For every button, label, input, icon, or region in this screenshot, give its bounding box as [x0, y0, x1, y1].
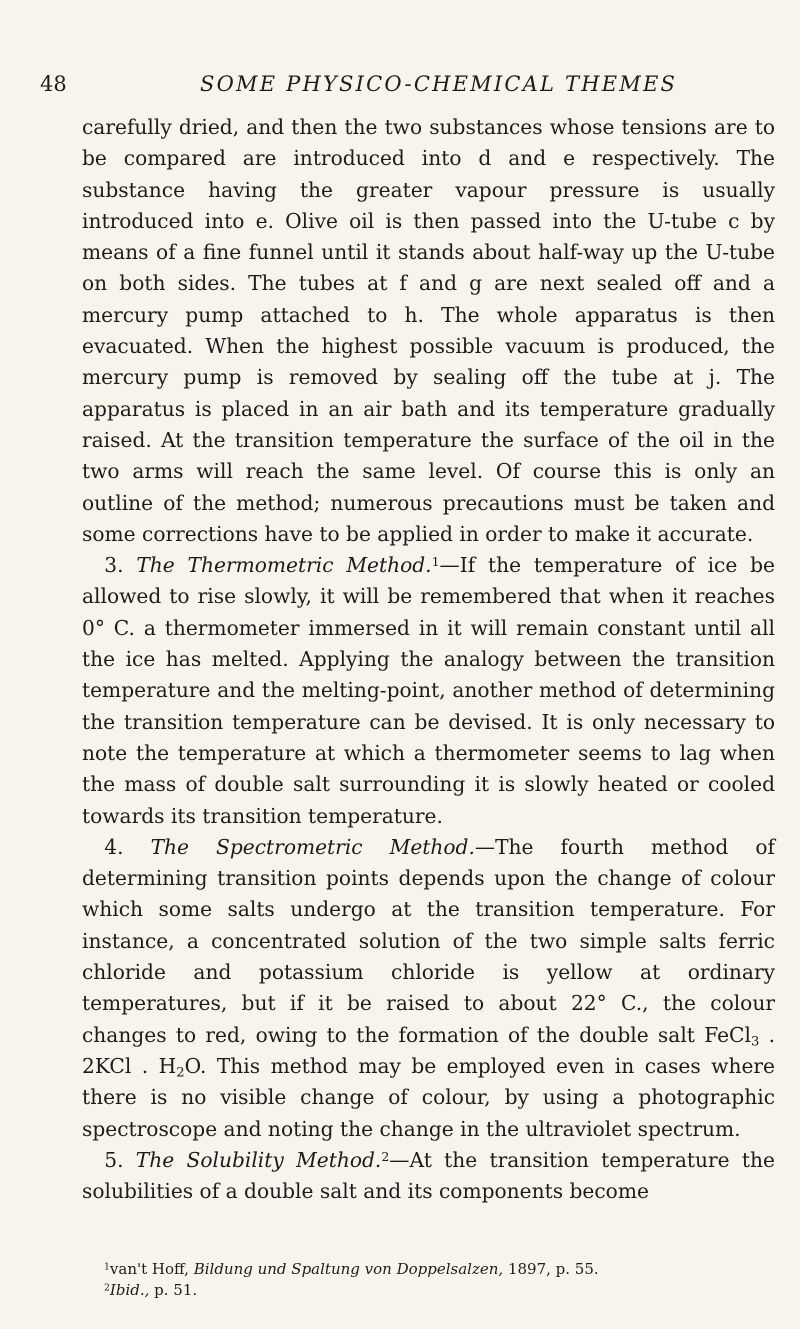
section-title: The Solubility Method. [135, 1147, 382, 1172]
footnote: $^2$Ibid., p. 51. [104, 1281, 198, 1299]
section-number: 3. [104, 553, 124, 578]
cited-title: Ibid., [109, 1281, 150, 1299]
chemical-formula: FeCl$_3$ . 2KCl . $H_2O$. [82, 1022, 776, 1081]
footnote-mark: 2 [104, 1282, 110, 1294]
section-title: The Thermometric Method. [136, 553, 432, 578]
cited-title: Bildung und Spaltung von Doppelsalzen, [193, 1260, 504, 1278]
paragraph-solubility-method [82, 1145, 775, 1208]
section-number: 4. [104, 834, 124, 859]
section-number: 5. [104, 1147, 124, 1172]
page-header [40, 72, 800, 102]
paragraph-spectrometric-method [82, 832, 775, 1145]
paragraph-text: —At the transition temperature the solubilities of a double salt and its components become [82, 1147, 775, 1204]
running-title: SOME PHYSICO-CHEMICAL THEMES [200, 72, 678, 96]
paragraph-vapour-pressure-method: carefully dried, and then the two substances whose tensions are to be compared are introduced into d and e respectively. The substance having the greater vapour pressure is usually introduced into e. Olive oil is then passed into the U-tube c by means of a fine funnel until it stands about half-way up the U-tube on both sides. The tubes at f and g are next sealed off and a mercury pump attached to h. The whole apparatus is then evacuated. When the highest possible vacuum is produced, the mercury pump is removed by sealing off the tube at j. The apparatus is placed in an air bath and its temperature gradually raised. At the transition temperature the surface of the oil in the two arms will reach the same level. Of course this is only an outline of the method; numerous precautions must be taken and some corrections have to be applied in order to make it accurate. [82, 115, 775, 546]
page-number: 48 [40, 72, 67, 96]
footnotes [82, 1259, 775, 1301]
footnote-mark: 1 [104, 1261, 110, 1273]
footnote-ref: 2 [381, 1148, 390, 1164]
footnote: $^1$van't Hoff, Bildung und Spaltung von Doppelsalzen, 1897, p. 55. [104, 1260, 599, 1278]
paragraph-text: —The fourth method of determining transition points depends upon the change of colour which some salts undergo at the transition temperature. For instance, a concentrated solution of the two simple salts ferric chloride and potassium chloride is yellow at ordinary temperatures, but if it be raised to about 22° C., the colour changes to red, owing to the formation of the double salt [82, 834, 776, 1047]
paragraph-text: This method may be employed even in cases where there is no visible change of colour, by using a photographic spectroscope and noting the change in the ultraviolet spectrum. [82, 1053, 775, 1141]
paragraph-thermometric-method [82, 550, 775, 832]
section-title: The Spectrometric Method. [150, 834, 475, 859]
body-text [82, 112, 775, 1207]
footnote-ref: 1 [431, 553, 440, 569]
paragraph-text: —If the temperature of ice be allowed to rise slowly, it will be remembered that when it reaches 0° C. a thermometer immersed in it will remain constant until all the ice has melted. Applying the analogy between the transition temperature and the melting-point, another method of determining the transition temperature can be devised. It is only necessary to note the temperature at which a thermometer seems to lag when the mass of double salt surrounding it is slowly heated or cooled towards its transition temperature. [82, 553, 775, 828]
